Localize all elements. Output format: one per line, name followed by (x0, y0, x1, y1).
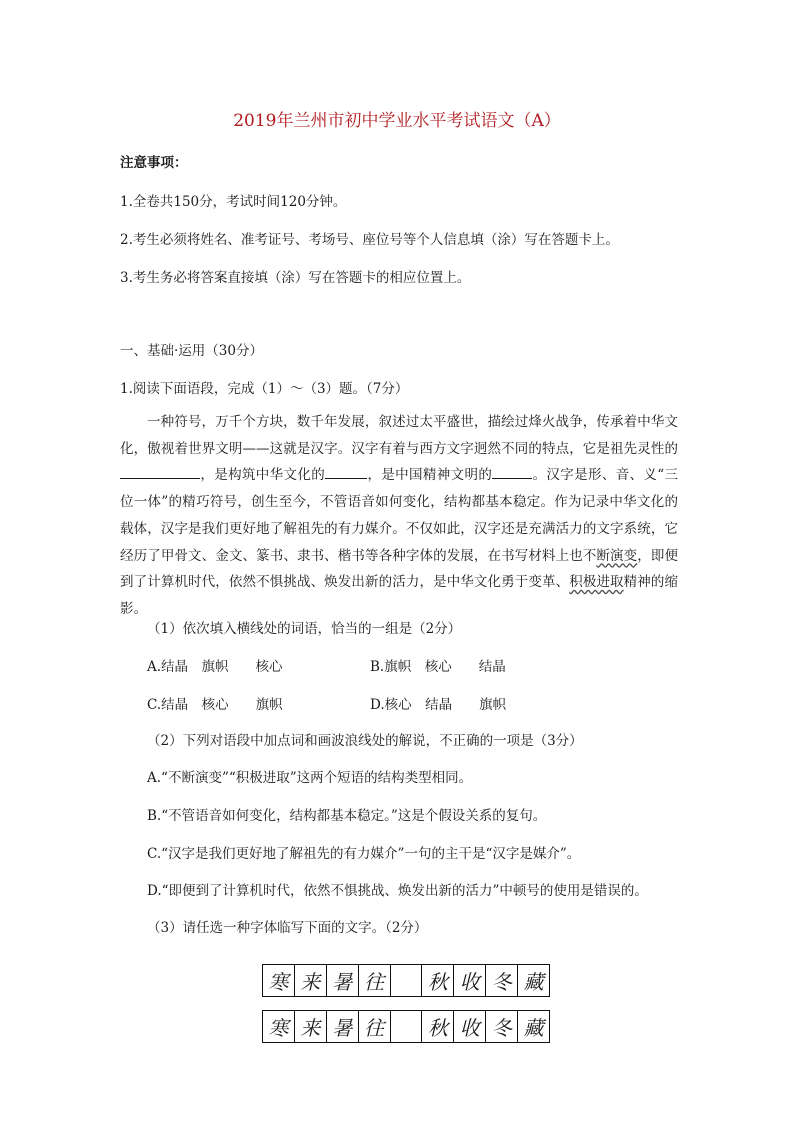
calligraphy-char: 冬 (486, 965, 518, 996)
option-d: D.核心 结晶 旗帜 (370, 697, 507, 713)
calligraphy-char: 往 (359, 965, 391, 996)
calligraphy-char: 寒 (263, 965, 295, 996)
calligraphy-char: 藏 (523, 1016, 544, 1040)
calligraphy-char: 来 (295, 1011, 327, 1042)
exam-title: 2019年兰州市初中学业水平考试语文（A） (233, 111, 561, 131)
notice-item: 1.全卷共150分，考试时间120分钟。 (120, 194, 347, 210)
sub-question-3-prompt: （3）请任选一种字体临写下面的文字。（2分） (147, 920, 428, 936)
option-a: A.结晶 旗帜 核心 (147, 659, 283, 675)
notice-heading: 注意事项： (120, 155, 188, 171)
calligraphy-empty-cell (391, 1011, 423, 1042)
calligraphy-char: 秋 (422, 965, 454, 996)
calligraphy-char: 秋 (422, 1011, 454, 1042)
calligraphy-char: 藏 (523, 970, 544, 994)
option-c: C.结晶 核心 旗帜 (147, 697, 283, 713)
option-b: B.旗帜 核心 结晶 (370, 659, 506, 675)
section-heading: 一、基础·运用（30分） (120, 343, 263, 359)
calligraphy-char: 暑 (327, 1011, 359, 1042)
notice-item: 3.考生务必将答案直接填（涂）写在答题卡的相应位置上。 (120, 270, 471, 286)
calligraphy-char: 收 (454, 965, 486, 996)
calligraphy-char: 冬 (486, 1011, 518, 1042)
calligraphy-char: 寒 (263, 1011, 295, 1042)
option-d: D.“即便到了计算机时代，依然不惧挑战、焕发出新的活力”中顿号的使用是错误的。 (147, 883, 648, 899)
wavy-phrase-2: 积极进取 (569, 574, 624, 591)
calligraphy-sample-row-2 (262, 1010, 550, 1043)
fill-blank-1 (120, 465, 200, 479)
question-1-prompt: 1.阅读下面语段，完成（1）～（3）题。（7分） (120, 381, 409, 397)
fill-blank-2 (325, 465, 367, 479)
wavy-phrase-1: 断演变 (596, 547, 638, 564)
reading-passage: 一种符号，万千个方块，数千年发展，叙述过太平盛世，描绘过烽火战争，传承着中华文化，傲视着世界文明——这就是汉字。汉字有着与西方文字迥然不同的特点，它是祖先灵性的，是构筑中华文化的 ，是中国精神文明的 。汉字是形、音、义“三位一体”的精巧符号，创生至今，不管语音如何变化，结构都基本稳定。作为记录中华文化的载体，汉字是我们更好地了解祖先的有力媒介。不仅如此，汉字还是充满活力的文字系统，它经历了甲骨文、金文、篆书、隶书、楷书等各种字体的发展，在书写材料上也不断演变，即便到了计算机时代，依然不惧挑战、焕发出新的活力，是中华文化勇于变革、积极进取精神的缩影。 (120, 414, 679, 617)
calligraphy-char: 暑 (327, 965, 359, 996)
calligraphy-empty-cell (391, 965, 423, 996)
notice-item: 2.考生必须将姓名、准考证号、考场号、座位号等个人信息填（涂）写在答题卡上。 (120, 232, 619, 248)
calligraphy-char: 来 (295, 965, 327, 996)
sub-question-1-prompt: （1）依次填入横线处的词语，恰当的一组是（2分） (147, 621, 462, 637)
option-a: A.“不断演变”“积极进取”这两个短语的结构类型相同。 (147, 770, 473, 786)
calligraphy-char: 收 (454, 1011, 486, 1042)
calligraphy-char: 往 (359, 1011, 391, 1042)
calligraphy-sample-row-1 (262, 964, 550, 997)
fill-blank-3 (492, 465, 532, 479)
sub-question-2-prompt: （2）下列对语段中加点词和画波浪线处的解说，不正确的一项是（3分） (147, 733, 583, 749)
option-c: C.“汉字是我们更好地了解祖先的有力媒介”一句的主干是“汉字是媒介”。 (147, 846, 581, 862)
option-b: B.“不管语音如何变化，结构都基本稳定。”这是个假设关系的复句。 (147, 808, 547, 824)
